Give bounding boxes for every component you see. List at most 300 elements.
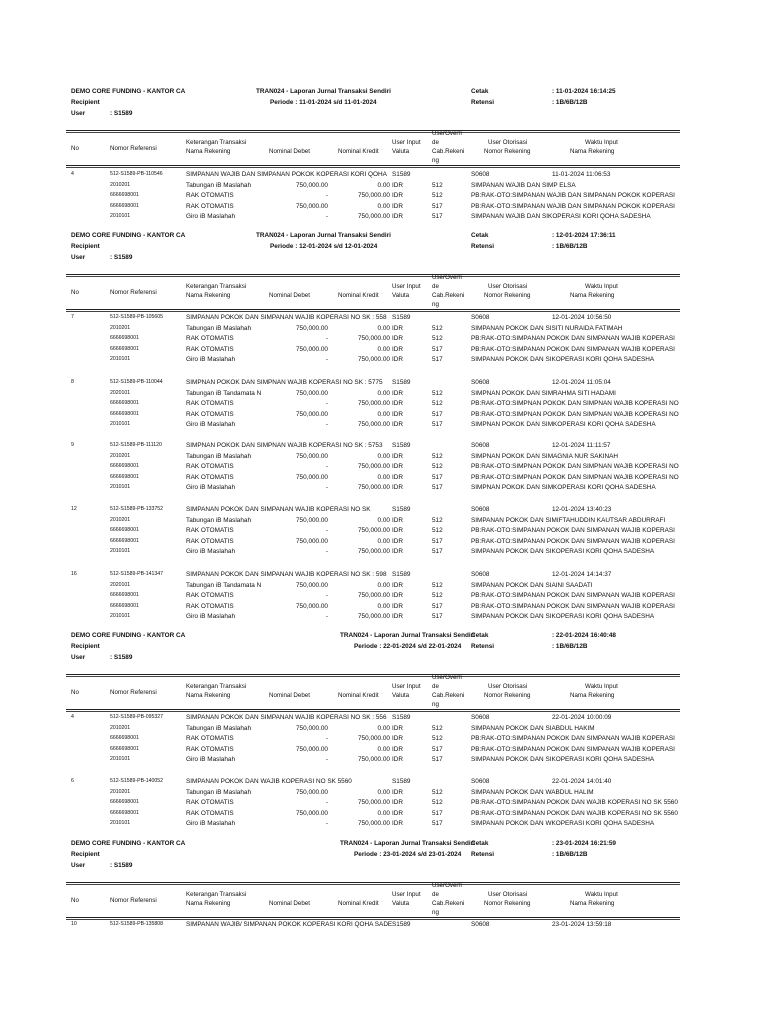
header-top-rule-inner (66, 884, 680, 885)
line-valuta: IDR (392, 516, 404, 524)
line-keterangan: SIMPANAN WAJIB DAN SIKOPERASI KORI QOHA SADESHA (471, 213, 651, 221)
line-debet: - (325, 484, 328, 492)
transaction-user-input: S1589 (392, 379, 411, 386)
col-keterangan: Keterangan Transaksi (186, 891, 247, 898)
col-nama-rekening: Nama Rekening (186, 692, 231, 699)
col-nominal-kredit: Nominal Kredit (338, 692, 379, 699)
transaction-group (0, 378, 768, 429)
transaction-group (0, 441, 768, 492)
line-cabang: 512 (432, 192, 443, 200)
col-useroverride-2: de (432, 139, 439, 146)
col-nama-rekening: Nama Rekening (186, 900, 231, 907)
line-kredit: 750,000.00 (358, 356, 390, 364)
line-valuta: IDR (392, 799, 404, 807)
transaction-description: SIMPANAN POKOK DAN SIMPANAN WAJIB KOPERASI NO SK : 556 (186, 714, 387, 721)
retensi-label: Retensi (471, 851, 495, 858)
line-kredit: 0.00 (377, 473, 390, 481)
line-keterangan: PB:RAK-OTO:SIMPNAN POKOK DAN SIMPNAN WAJIB KOPERASI NO (471, 473, 679, 481)
transaction-user-input: S1589 (392, 921, 411, 928)
retensi-label: Retensi (471, 643, 495, 650)
line-debet: - (325, 463, 328, 471)
line-keterangan: SIMPANAN POKOK DAN SISITI NURAIDA FATIMAH (471, 324, 623, 332)
line-account-number: 2020101 (110, 389, 131, 396)
line-valuta: IDR (392, 400, 404, 408)
line-cabang: 512 (432, 724, 443, 732)
transaction-description: SIMPANAN POKOK DAN SIMPANAN WAJIB KOPERASI NO SK (186, 506, 371, 513)
line-account-number: 6666698001 (110, 592, 139, 599)
header-top-rule (66, 130, 680, 131)
line-account-number: 6666698001 (110, 410, 139, 417)
header-bottom-rule (66, 917, 680, 918)
transaction-user-input: S1589 (392, 171, 411, 178)
col-valuta: Valuta (392, 692, 410, 699)
line-valuta: IDR (392, 181, 404, 189)
cetak-label: Cetak (471, 232, 489, 239)
report-period: Periode : 23-01-2024 s/d 23-01-2024 (354, 851, 462, 858)
line-account-number: 2010101 (110, 820, 131, 827)
col-user-otorisasi: User Otorisasi (488, 139, 528, 146)
line-cabang: 517 (432, 548, 443, 556)
report-title: TRAN024 - Laporan Jurnal Transaksi Sendiri (340, 632, 475, 639)
report-period: Periode : 12-01-2024 s/d 12-01-2024 (270, 243, 378, 250)
line-keterangan: PB:RAK-OTO:SIMPNAN POKOK DAN SIMPNAN WAJIB KOPERASI NO (471, 400, 679, 408)
line-cabang: 512 (432, 527, 443, 535)
transaction-reference: 512-S1589-PB-140052 (110, 778, 164, 784)
transaction-group (0, 920, 768, 928)
line-cabang: 517 (432, 820, 443, 828)
line-cabang: 517 (432, 410, 443, 418)
line-account-number: 6666698001 (110, 335, 139, 342)
line-kredit: 750,000.00 (358, 421, 390, 429)
line-kredit: 750,000.00 (358, 527, 390, 535)
line-keterangan: SIMPANAN POKOK DAN SIKOPERASI KORI QOHA SADESHA (471, 756, 655, 764)
line-valuta: IDR (392, 788, 404, 796)
line-account-name: Tabungan iB Tandamata N (186, 389, 262, 397)
report-section (0, 632, 768, 828)
line-valuta: IDR (392, 389, 404, 397)
line-cabang: 517 (432, 484, 443, 492)
line-account-name: Giro iB Maslahah (186, 421, 236, 429)
line-debet: - (325, 613, 328, 621)
transaction-reference: 512-S1589-PB-133752 (110, 506, 164, 512)
col-useroverride-2: de (432, 283, 439, 290)
header-top-rule-inner (66, 276, 680, 277)
line-valuta: IDR (392, 735, 404, 743)
cetak-value: : 23-01-2024 16:21:59 (552, 840, 616, 847)
company-name: DEMO CORE FUNDING - KANTOR CA (71, 232, 186, 239)
line-valuta: IDR (392, 809, 404, 817)
col-useroverride-1: UserOverri (432, 674, 462, 681)
transaction-no: 12 (71, 506, 77, 512)
col-useroverride-4: ng (432, 701, 439, 708)
header-bottom-rule-inner (66, 167, 680, 168)
line-keterangan: PB:RAK-OTO:SIMPANAN POKOK DAN SIMPANAN WAJIB KOPERASI (471, 345, 675, 353)
line-keterangan: PB:RAK-OTO:SIMPANAN POKOK DAN SIMPANAN WAJIB KOPERASI (471, 602, 675, 610)
line-cabang: 512 (432, 324, 443, 332)
transaction-user-input: S1589 (392, 442, 411, 449)
line-kredit: 0.00 (377, 202, 390, 210)
line-kredit: 0.00 (377, 516, 390, 524)
line-valuta: IDR (392, 581, 404, 589)
transaction-description: SIMPANAN WAJIB DAN SIMPANAN POKOK KOPERASI KORI QOHA (186, 171, 387, 178)
line-account-number: 2010101 (110, 421, 131, 428)
col-no: No (71, 689, 79, 696)
col-nama-rekening: Nama Rekening (186, 292, 231, 299)
line-kredit: 0.00 (377, 452, 390, 460)
line-account-name: Tabungan iB Maslahah (186, 324, 252, 332)
col-useroverride-2: de (432, 683, 439, 690)
line-cabang: 512 (432, 581, 443, 589)
transaction-waktu-input: 12-01-2024 11:05:04 (552, 379, 611, 386)
line-keterangan: PB:RAK-OTO:SIMPANAN POKOK DAN SIMPANAN WAJIB KOPERASI (471, 745, 675, 753)
line-valuta: IDR (392, 473, 404, 481)
line-kredit: 750,000.00 (358, 463, 390, 471)
line-account-name: RAK OTOMATIS (186, 335, 234, 343)
user-label: User (71, 110, 86, 117)
line-account-name: Giro iB Maslahah (186, 548, 236, 556)
line-keterangan: PB:RAK-OTO:SIMPANAN POKOK DAN SIMPANAN WAJIB KOPERASI (471, 735, 675, 743)
user-value: : S1589 (110, 254, 133, 261)
line-account-number: 2010201 (110, 181, 131, 188)
line-cabang: 517 (432, 345, 443, 353)
line-valuta: IDR (392, 756, 404, 764)
transaction-description: SIMPNAN POKOK DAN SIMPNAN WAJIB KOPERASI NO SK : 5775 (186, 379, 383, 386)
line-cabang: 517 (432, 602, 443, 610)
line-debet: - (325, 400, 328, 408)
line-keterangan: PB:RAK-OTO:SIMPANAN POKOK DAN SIMPANAN WAJIB KOPERASI (471, 592, 675, 600)
line-account-name: Giro iB Maslahah (186, 613, 236, 621)
col-keterangan: Keterangan Transaksi (186, 283, 247, 290)
line-valuta: IDR (392, 613, 404, 621)
line-account-number: 2010201 (110, 516, 131, 523)
report-title: TRAN024 - Laporan Jurnal Transaksi Sendiri (256, 88, 391, 95)
col-nama-rekening-2: Nama Rekening (570, 692, 615, 699)
line-account-name: Tabungan iB Maslahah (186, 724, 252, 732)
line-keterangan: PB:RAK-OTO:SIMPANAN POKOK DAN WAJIB KOPERASI NO SK 5560 (471, 799, 678, 807)
transaction-description: SIMPANAN POKOK DAN WAJIB KOPERASI NO SK 5560 (186, 778, 352, 785)
line-account-number: 6666698001 (110, 202, 139, 209)
line-debet: 750,000.00 (296, 410, 328, 418)
col-nomor-referensi: Nomor Referensi (110, 145, 157, 152)
line-account-number: 2010101 (110, 548, 131, 555)
line-valuta: IDR (392, 324, 404, 332)
line-account-name: RAK OTOMATIS (186, 400, 234, 408)
line-debet: - (325, 592, 328, 600)
line-debet: - (325, 799, 328, 807)
transaction-description: SIMPNAN POKOK DAN SIMPNAN WAJIB KOPERASI NO SK : 5753 (186, 442, 383, 449)
transaction-no: 9 (71, 442, 74, 448)
transaction-description: SIMPANAN POKOK DAN SIMPANAN WAJIB KOPERASI NO SK : 558 (186, 314, 387, 321)
col-useroverride-4: ng (432, 301, 439, 308)
line-debet: 750,000.00 (296, 473, 328, 481)
transaction-user-otorisasi: S0608 (471, 506, 490, 513)
line-keterangan: PB:RAK-OTO:SIMPANAN WAJIB DAN SIMPANAN POKOK KOPERASI (471, 192, 675, 200)
transaction-user-input: S1589 (392, 778, 411, 785)
line-kredit: 0.00 (377, 389, 390, 397)
line-cabang: 517 (432, 613, 443, 621)
transaction-user-otorisasi: S0608 (471, 571, 490, 578)
transaction-group (0, 170, 768, 221)
line-valuta: IDR (392, 463, 404, 471)
line-valuta: IDR (392, 335, 404, 343)
line-account-name: Giro iB Maslahah (186, 484, 236, 492)
transaction-no: 8 (71, 379, 74, 385)
line-keterangan: SIMPANAN POKOK DAN SIKOPERASI KORI QOHA SADESHA (471, 548, 655, 556)
line-kredit: 750,000.00 (358, 400, 390, 408)
col-useroverride-2: de (432, 891, 439, 898)
cetak-value: : 12-01-2024 17:36:11 (552, 232, 616, 239)
col-useroverride-3: Cab.Rekeni (432, 692, 465, 699)
line-valuta: IDR (392, 421, 404, 429)
col-waktu-input: Waktu Input (585, 891, 618, 898)
line-account-number: 6666698001 (110, 809, 139, 816)
line-debet: - (325, 335, 328, 343)
line-debet: 750,000.00 (296, 809, 328, 817)
header-top-rule (66, 274, 680, 275)
col-useroverride-3: Cab.Rekeni (432, 148, 465, 155)
line-kredit: 750,000.00 (358, 756, 390, 764)
col-useroverride-1: UserOverri (432, 274, 462, 281)
line-cabang: 517 (432, 421, 443, 429)
line-keterangan: SIMPANAN POKOK DAN SIMIFTAHUDDIN KAUTSAR ABDURRAFI (471, 516, 666, 524)
transaction-reference: 512-S1589-PB-141347 (110, 571, 164, 577)
line-keterangan: PB:RAK-OTO:SIMPANAN POKOK DAN SIMPANAN WAJIB KOPERASI (471, 335, 675, 343)
col-user-input: User Input (392, 891, 421, 898)
user-value: : S1589 (110, 654, 133, 661)
line-keterangan: SIMPANAN WAJIB DAN SIMP ELSA (471, 181, 576, 189)
line-keterangan: SIMPANAN POKOK DAN SIAINI SAADATI (471, 581, 593, 589)
line-kredit: 750,000.00 (358, 335, 390, 343)
line-kredit: 750,000.00 (358, 192, 390, 200)
header-bottom-rule (66, 165, 680, 166)
header-bottom-rule (66, 309, 680, 310)
line-cabang: 512 (432, 799, 443, 807)
line-account-number: 6666698001 (110, 537, 139, 544)
cetak-label: Cetak (471, 840, 489, 847)
line-keterangan: SIMPANAN POKOK DAN SIKOPERASI KORI QOHA SADESHA (471, 356, 655, 364)
line-account-name: Giro iB Maslahah (186, 356, 236, 364)
transaction-description: SIMPANAN POKOK DAN SIMPANAN WAJIB KOPERASI NO SK : 598 (186, 571, 387, 578)
transaction-waktu-input: 22-01-2024 14:01:40 (552, 778, 612, 785)
line-valuta: IDR (392, 356, 404, 364)
col-valuta: Valuta (392, 148, 410, 155)
line-account-number: 2010101 (110, 613, 131, 620)
line-valuta: IDR (392, 820, 404, 828)
line-account-name: RAK OTOMATIS (186, 745, 234, 753)
col-nominal-kredit: Nominal Kredit (338, 292, 379, 299)
line-account-name: Tabungan iB Tandamata N (186, 581, 262, 589)
line-keterangan: SIMPNAN POKOK DAN SIMRAHMA SITI HADAMI (471, 389, 616, 397)
transaction-user-otorisasi: S0608 (471, 714, 490, 721)
line-cabang: 512 (432, 389, 443, 397)
recipient-label: Recipient (71, 643, 100, 650)
transaction-group (0, 313, 768, 364)
line-kredit: 0.00 (377, 788, 390, 796)
header-top-rule-inner (66, 676, 680, 677)
transaction-user-input: S1589 (392, 506, 411, 513)
report-section (0, 232, 768, 621)
col-nomor-rekening: Nomor Rekening (484, 900, 531, 907)
report-title: TRAN024 - Laporan Jurnal Transaksi Sendiri (256, 232, 391, 239)
header-bottom-rule-inner (66, 311, 680, 312)
line-kredit: 750,000.00 (358, 799, 390, 807)
line-account-number: 6666698001 (110, 192, 139, 199)
line-account-name: Giro iB Maslahah (186, 820, 236, 828)
col-nama-rekening-2: Nama Rekening (570, 148, 615, 155)
line-debet: 750,000.00 (296, 788, 328, 796)
transaction-waktu-input: 22-01-2024 10:00:09 (552, 714, 612, 721)
line-kredit: 0.00 (377, 324, 390, 332)
transaction-user-otorisasi: S0608 (471, 921, 490, 928)
line-debet: 750,000.00 (296, 324, 328, 332)
col-nama-rekening-2: Nama Rekening (570, 292, 615, 299)
transaction-user-input: S1589 (392, 314, 411, 321)
line-debet: 750,000.00 (296, 745, 328, 753)
report-section (0, 88, 768, 221)
transaction-user-otorisasi: S0608 (471, 314, 490, 321)
line-kredit: 750,000.00 (358, 548, 390, 556)
col-user-otorisasi: User Otorisasi (488, 683, 528, 690)
col-keterangan: Keterangan Transaksi (186, 683, 247, 690)
user-value: : S1589 (110, 862, 133, 869)
line-account-name: Tabungan iB Maslahah (186, 516, 252, 524)
transaction-user-otorisasi: S0608 (471, 442, 490, 449)
transaction-group (0, 713, 768, 764)
transaction-waktu-input: 12-01-2024 11:11:57 (552, 442, 611, 449)
transaction-reference: 512-S1589-PB-105605 (110, 314, 164, 320)
line-kredit: 0.00 (377, 602, 390, 610)
line-kredit: 0.00 (377, 581, 390, 589)
line-cabang: 517 (432, 809, 443, 817)
company-name: DEMO CORE FUNDING - KANTOR CA (71, 632, 186, 639)
header-top-rule (66, 882, 680, 883)
col-no: No (71, 145, 79, 152)
line-kredit: 0.00 (377, 724, 390, 732)
line-debet: - (325, 213, 328, 221)
col-valuta: Valuta (392, 292, 410, 299)
transaction-group (0, 505, 768, 556)
line-account-number: 6666698001 (110, 473, 139, 480)
col-nomor-referensi: Nomor Referensi (110, 289, 157, 296)
line-debet: 750,000.00 (296, 202, 328, 210)
col-valuta: Valuta (392, 900, 410, 907)
transaction-user-otorisasi: S0608 (471, 171, 490, 178)
line-kredit: 0.00 (377, 809, 390, 817)
company-name: DEMO CORE FUNDING - KANTOR CA (71, 840, 186, 847)
line-valuta: IDR (392, 724, 404, 732)
transaction-no: 4 (71, 171, 74, 177)
col-useroverride-1: UserOverri (432, 882, 462, 889)
header-bottom-rule-inner (66, 711, 680, 712)
transaction-waktu-input: 11-01-2024 11:06:53 (552, 171, 611, 178)
line-debet: - (325, 820, 328, 828)
col-nama-rekening-2: Nama Rekening (570, 900, 615, 907)
line-debet: 750,000.00 (296, 537, 328, 545)
line-kredit: 750,000.00 (358, 613, 390, 621)
transaction-reference: 512-S1589-PB-135808 (110, 921, 164, 927)
line-cabang: 512 (432, 452, 443, 460)
transaction-reference: 512-S1589-PB-110546 (110, 171, 163, 177)
col-useroverride-4: ng (432, 157, 439, 164)
line-valuta: IDR (392, 213, 404, 221)
line-cabang: 512 (432, 735, 443, 743)
col-waktu-input: Waktu Input (585, 139, 618, 146)
col-nomor-rekening: Nomor Rekening (484, 148, 531, 155)
line-account-number: 2010101 (110, 756, 131, 763)
line-debet: - (325, 356, 328, 364)
col-nominal-debet: Nominal Debet (269, 692, 310, 699)
col-nominal-debet: Nominal Debet (269, 148, 310, 155)
line-debet: 750,000.00 (296, 724, 328, 732)
line-account-number: 6666698001 (110, 735, 139, 742)
line-account-number: 6666698001 (110, 463, 139, 470)
line-keterangan: PB:RAK-OTO:SIMPANAN POKOK DAN WAJIB KOPERASI NO SK 5560 (471, 809, 678, 817)
transaction-waktu-input: 12-01-2024 10:56:50 (552, 314, 612, 321)
col-useroverride-3: Cab.Rekeni (432, 292, 465, 299)
line-account-name: RAK OTOMATIS (186, 735, 234, 743)
line-kredit: 750,000.00 (358, 820, 390, 828)
transaction-waktu-input: 23-01-2024 13:59:18 (552, 921, 612, 928)
line-cabang: 512 (432, 400, 443, 408)
cetak-value: : 11-01-2024 16:14:25 (552, 88, 616, 95)
line-debet: 750,000.00 (296, 345, 328, 353)
line-valuta: IDR (392, 537, 404, 545)
report-title: TRAN024 - Laporan Jurnal Transaksi Sendiri (340, 840, 475, 847)
line-account-number: 2020101 (110, 581, 131, 588)
line-account-number: 6666698001 (110, 345, 139, 352)
line-cabang: 517 (432, 202, 443, 210)
cetak-value: : 22-01-2024 16:40:48 (552, 632, 616, 639)
line-cabang: 517 (432, 756, 443, 764)
user-value: : S1589 (110, 110, 133, 117)
line-debet: - (325, 192, 328, 200)
line-valuta: IDR (392, 602, 404, 610)
recipient-label: Recipient (71, 99, 100, 106)
col-user-input: User Input (392, 139, 421, 146)
line-debet: 750,000.00 (296, 581, 328, 589)
line-keterangan: PB:RAK-OTO:SIMPANAN POKOK DAN SIMPANAN WAJIB KOPERASI (471, 527, 675, 535)
line-account-number: 2010101 (110, 356, 131, 363)
line-account-number: 6666698001 (110, 527, 139, 534)
transaction-waktu-input: 12-01-2024 14:14:37 (552, 571, 612, 578)
line-account-name: RAK OTOMATIS (186, 592, 234, 600)
col-user-input: User Input (392, 283, 421, 290)
line-kredit: 0.00 (377, 537, 390, 545)
line-keterangan: PB:RAK-OTO:SIMPANAN POKOK DAN SIMPANAN WAJIB KOPERASI (471, 537, 675, 545)
line-account-name: RAK OTOMATIS (186, 602, 234, 610)
line-account-name: Tabungan iB Maslahah (186, 788, 252, 796)
line-debet: - (325, 756, 328, 764)
line-valuta: IDR (392, 452, 404, 460)
line-valuta: IDR (392, 345, 404, 353)
line-keterangan: PB:RAK-OTO:SIMPANAN WAJIB DAN SIMPANAN POKOK KOPERASI (471, 202, 675, 210)
header-bottom-rule (66, 709, 680, 710)
transaction-user-otorisasi: S0608 (471, 778, 490, 785)
line-account-number: 6666698001 (110, 602, 139, 609)
line-account-name: RAK OTOMATIS (186, 192, 234, 200)
line-valuta: IDR (392, 484, 404, 492)
transaction-no: 10 (71, 921, 77, 927)
line-cabang: 517 (432, 213, 443, 221)
line-account-number: 6666698001 (110, 745, 139, 752)
col-nama-rekening: Nama Rekening (186, 148, 231, 155)
transaction-no: 4 (71, 714, 74, 720)
col-waktu-input: Waktu Input (585, 683, 618, 690)
line-kredit: 0.00 (377, 345, 390, 353)
line-debet: 750,000.00 (296, 516, 328, 524)
recipient-label: Recipient (71, 243, 100, 250)
line-account-number: 2010201 (110, 788, 131, 795)
